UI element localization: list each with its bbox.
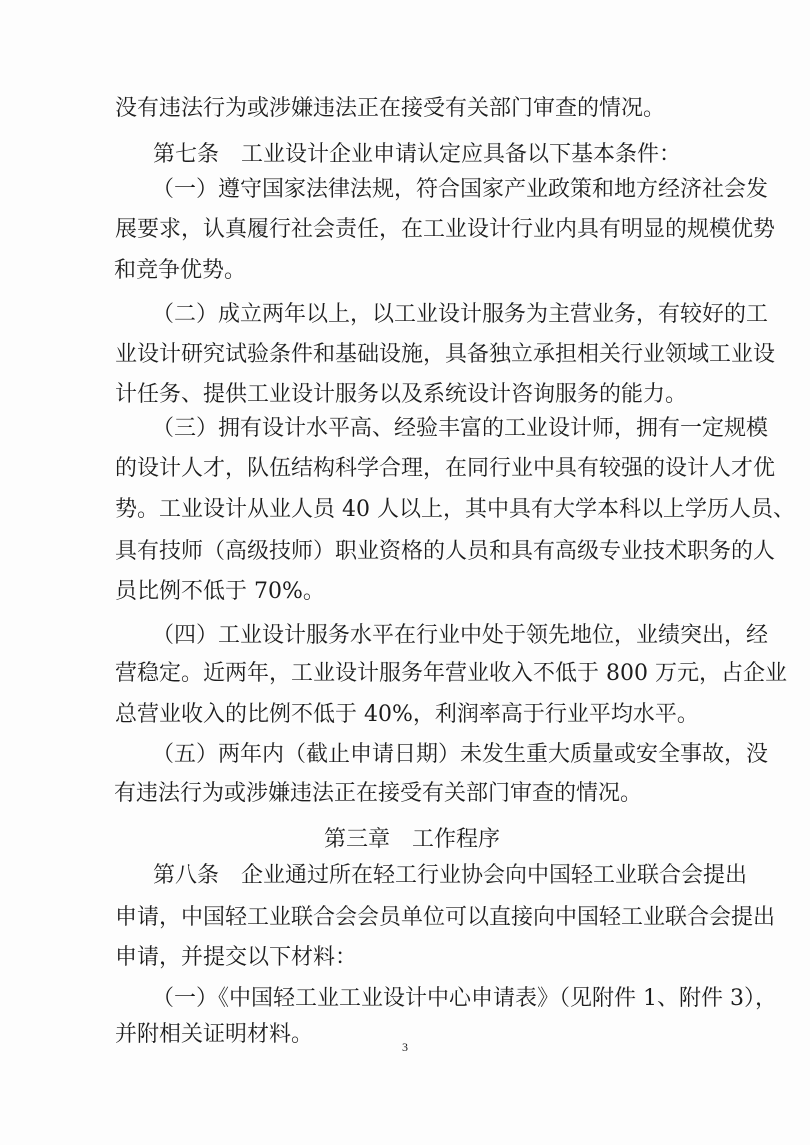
text-line-8: 计任务、提供工业设计服务以及系统设计咨询服务的能力。 [115,382,688,407]
text-line-18: 有违法行为或涉嫌违法正在接受有关部门审查的情况。 [114,781,643,806]
text-line-24: 并附相关证明材料。 [115,1022,314,1047]
text-line-13: 员比例不低于 70%。 [115,579,325,604]
article-7-heading: 第七条 工业设计企业申请认定应具备以下基本条件： [153,142,682,167]
text-line-4: 展要求，认真履行社会责任，在工业设计行业内具有明显的规模优势 [115,217,776,242]
text-line-10: 的设计人才，队伍结构科学合理，在同行业中具有较强的设计人才优 [115,456,776,481]
page-number: 3 [402,1040,408,1054]
text-line-3: （一）遵守国家法律法规，符合国家产业政策和地方经济社会发 [152,177,769,202]
text-line-14: （四）工业设计服务水平在行业中处于领先地位，业绩突出，经 [152,623,769,648]
article-8-heading: 第八条 企业通过所在轻工行业协会向中国轻工业联合会提出 [153,863,748,888]
text-line-1: 没有违法行为或涉嫌违法正在接受有关部门审查的情况。 [115,96,666,121]
text-line-6: （二）成立两年以上，以工业设计服务为主营业务，有较好的工 [152,302,769,327]
text-line-5: 和竞争优势。 [114,258,247,283]
text-line-15: 营稳定。近两年，工业设计服务年营业收入不低于 800 万元，占企业 [115,661,787,686]
text-line-22: 申请，并提交以下材料： [115,945,358,970]
chapter-3-heading: 第三章 工作程序 [324,827,501,852]
text-line-17: （五）两年内（截止申请日期）未发生重大质量或安全事故，没 [152,742,769,767]
text-line-7: 业设计研究试验条件和基础设施，具备独立承担相关行业领域工业设 [115,342,776,367]
text-line-9: （三）拥有设计水平高、经验丰富的工业设计师，拥有一定规模 [152,416,769,441]
text-line-16: 总营业收入的比例不低于 40%，利润率高于行业平均水平。 [115,702,699,727]
text-line-21: 申请，中国轻工业联合会会员单位可以直接向中国轻工业联合会提出 [115,905,776,930]
text-line-11: 势。工业设计从业人员 40 人以上，其中具有大学本科以上学历人员、 [115,497,795,522]
text-line-23: （一）《中国轻工业工业设计中心申请表》（见附件 1、附件 3）， [152,986,777,1011]
text-line-12: 具有技师（高级技师）职业资格的人员和具有高级专业技术职务的人 [115,539,776,564]
